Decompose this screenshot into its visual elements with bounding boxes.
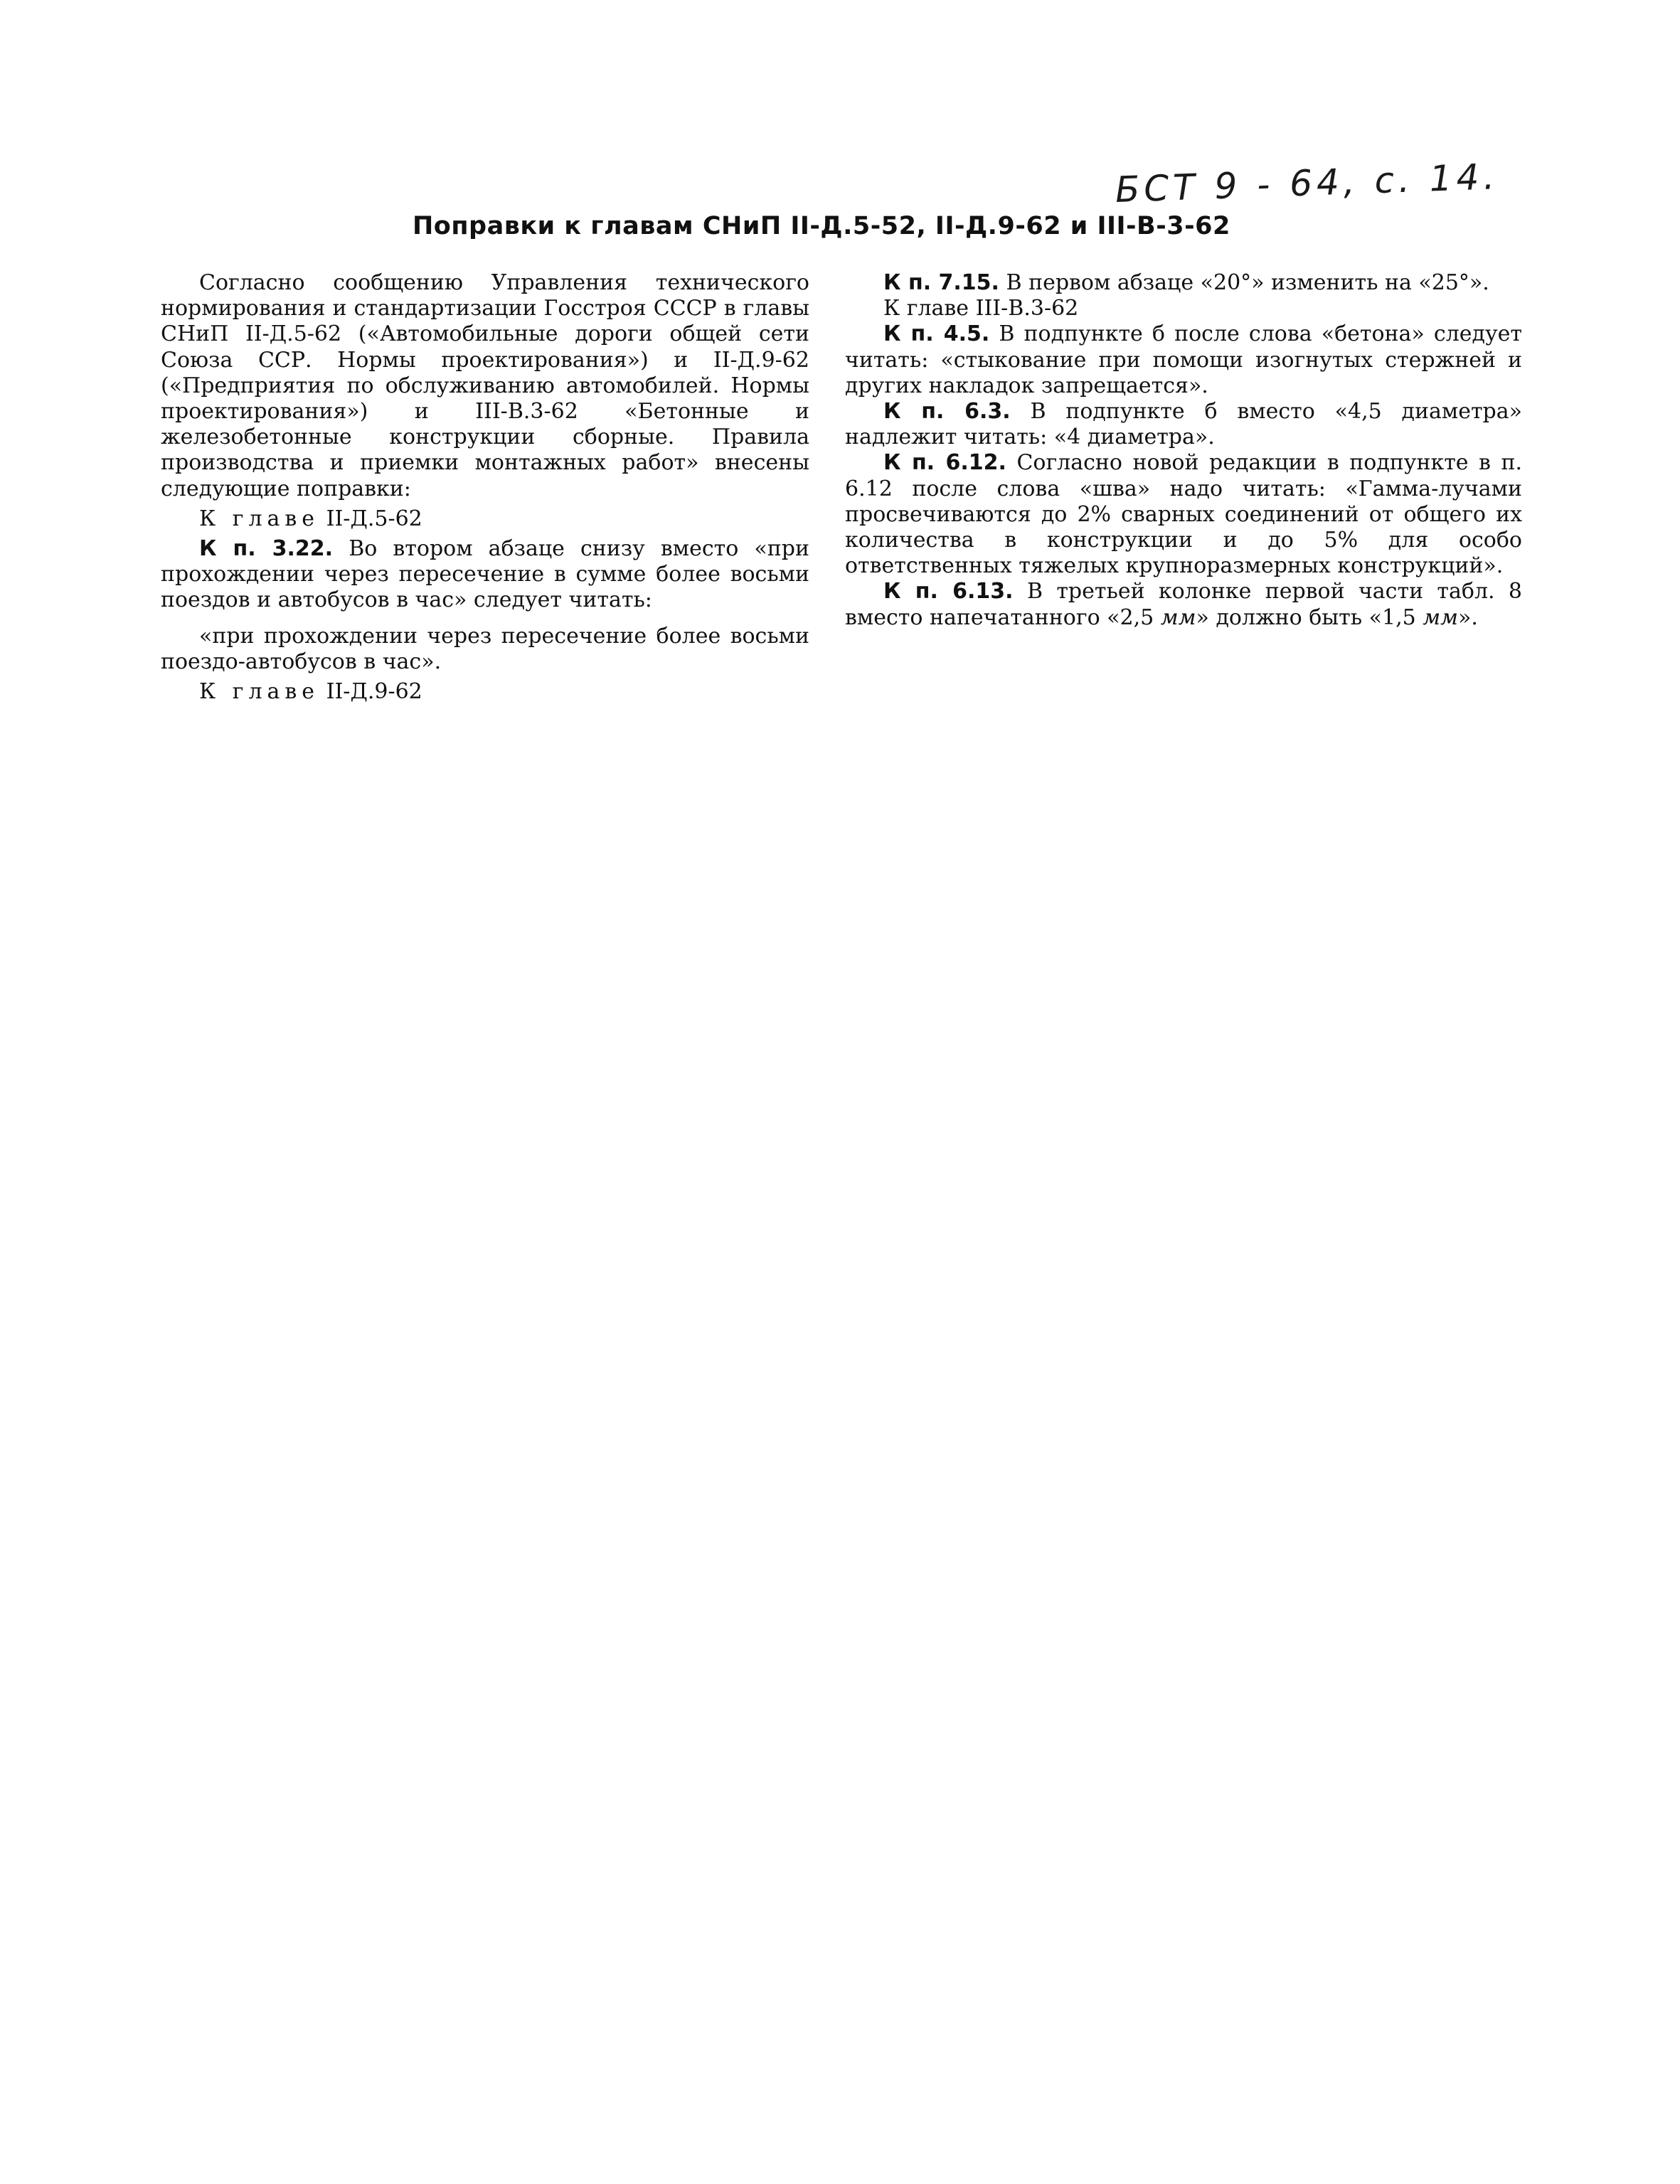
item-text: В третьей колонке первой части табл. 8 вместо напечатанного «2,5 <box>845 579 1522 630</box>
item-label: К п. 6.12. <box>883 450 1006 476</box>
item-6-13 <box>845 579 1522 630</box>
item-label: К п. 6.3. <box>883 399 1011 425</box>
item-6-12 <box>845 450 1522 579</box>
item-4-5 <box>845 321 1522 399</box>
item-text: Во втором абзаце снизу вместо «при прохождении через пересечение в сумме более восьми поездов и автобусов в час» следует читать: <box>161 536 809 613</box>
item-text: В первом абзаце «20°» изменить на «25°». <box>1006 270 1489 295</box>
chapter-heading-prefix: К главе <box>199 506 320 531</box>
chapter-heading-code: II-Д.5-62 <box>326 506 422 531</box>
left-column <box>161 270 809 705</box>
item-3-22 <box>161 536 809 614</box>
item-text: В подпункте б после слова «бетона» следует читать: «стыкование при помощи изогнутых стержней и других накладок запрещается». <box>845 321 1522 398</box>
handwritten-note: БСТ 9 - 64, с. 14. <box>1114 156 1500 211</box>
item-7-15 <box>845 270 1522 296</box>
right-column <box>845 270 1522 631</box>
item-label: К п. 6.13. <box>883 579 1014 604</box>
chapter-heading-d5 <box>161 506 809 532</box>
intro-paragraph: Согласно сообщению Управления технического нормирования и стандартизации Госстроя СССР в главы СНиП II-Д.5-62 («Автомобильные дороги общей сети Союза ССР. Нормы проектирования») и II-Д.9-62 («Предприятия по обслуживанию автомобилей. Нормы проектирования») и III-В.3-62 «Бетонные и железобетонные конструкции сборные. Правила производства и приемки монтажных работ» внесены следующие поправки: <box>161 270 809 501</box>
chapter-heading-prefix: К главе <box>199 679 320 705</box>
item-text: В подпункте б вместо «4,5 диаметра» надлежит читать: «4 диаметра». <box>845 399 1522 450</box>
chapter-heading-d9 <box>161 679 809 705</box>
item-text: » должно быть «1,5 <box>1196 604 1416 630</box>
item-text: ». <box>1457 604 1478 630</box>
chapter-heading-code: II-Д.9-62 <box>326 679 422 705</box>
item-label: К п. 3.22. <box>199 536 334 562</box>
chapter-heading-b3: К главе III-В.3-62 <box>883 296 1079 321</box>
item-text: Согласно новой редакции в подпункте в п. 6.12 после слова «шва» надо читать: «Гамма-лучами просвечиваются до 2% сварных соединений от общего их количества в конструкции и до 5% для особо ответственных тяжелых крупноразмерных конструкций». <box>845 450 1522 579</box>
quote-paragraph: «при прохождении через пересечение более восьми поездо-автобусов в час». <box>161 623 809 674</box>
item-label: К п. 4.5. <box>883 321 990 347</box>
document-title: Поправки к главам СНиП II-Д.5-52, II-Д.9-62 и III-В-3-62 <box>413 212 1230 240</box>
unit-mm: мм <box>1160 604 1196 630</box>
item-label: К п. 7.15. <box>883 270 999 295</box>
unit-mm: мм <box>1423 604 1458 630</box>
item-6-3 <box>845 399 1522 450</box>
